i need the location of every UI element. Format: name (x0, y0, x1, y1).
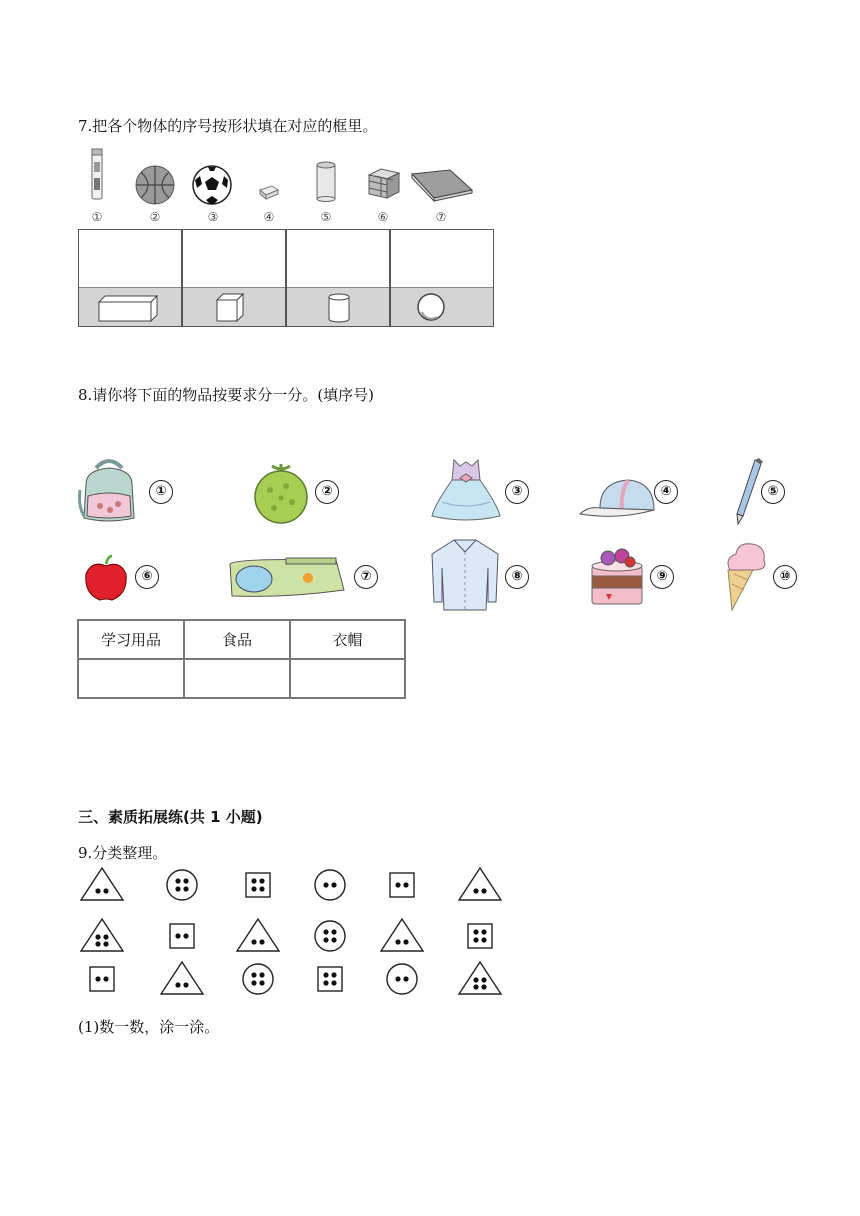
circle-4-dots-icon (243, 964, 273, 994)
triangle-4-dots-icon (459, 962, 501, 994)
header-study-supplies: 学习用品 (78, 620, 184, 659)
rubiks-cube-icon (366, 166, 402, 204)
answer-cell-clothing[interactable] (290, 659, 405, 698)
cylinder-jar-icon (314, 160, 338, 206)
pencil-case-icon (226, 554, 348, 604)
cap-icon (578, 476, 658, 526)
item-number: ① (149, 480, 173, 504)
item-number: ⑤ (761, 480, 785, 504)
square-2-dots-icon (390, 873, 414, 897)
ice-cream-icon (724, 540, 768, 616)
apple-icon (82, 554, 130, 606)
basketball-icon (134, 164, 176, 210)
square-2-dots-icon (170, 924, 194, 948)
object-number: ④ (263, 210, 275, 224)
triangle-2-dots-icon (161, 962, 203, 994)
soccer-ball-icon (190, 164, 234, 210)
square-2-dots-icon (90, 967, 114, 991)
object-number: ⑦ (435, 210, 447, 224)
q7-title: 7.把各个物体的序号按形状填在对应的框里。 (78, 117, 378, 135)
square-4-dots-icon (318, 967, 342, 991)
item-number: ⑨ (650, 565, 674, 589)
q8-title: 8.请你将下面的物品按要求分一分。(填序号) (78, 386, 375, 404)
triangle-2-dots-icon (237, 919, 279, 951)
item-number: ④ (654, 480, 678, 504)
object-number: ① (91, 210, 103, 224)
object-number: ⑤ (320, 210, 332, 224)
object-number: ③ (207, 210, 219, 224)
answer-box-cylinder[interactable] (286, 229, 390, 327)
tube-icon (86, 148, 108, 204)
melon-icon (252, 460, 310, 528)
item-number: ② (315, 480, 339, 504)
object-number: ⑥ (377, 210, 389, 224)
shape-grid (78, 866, 518, 1002)
item-number: ⑥ (135, 565, 159, 589)
square-4-dots-icon (246, 873, 270, 897)
square-4-dots-icon (468, 924, 492, 948)
q9-sub1: (1)数一数，涂一涂。 (78, 1018, 220, 1036)
circle-2-dots-icon (387, 964, 417, 994)
section-title: 三、素质拓展练(共 1 小题) (78, 808, 263, 826)
circle-4-dots-icon (315, 921, 345, 951)
triangle-2-dots-icon (459, 868, 501, 900)
header-clothing: 衣帽 (290, 620, 405, 659)
triangle-2-dots-icon (381, 919, 423, 951)
answer-box-cube[interactable] (182, 229, 286, 327)
table-answer-row (78, 659, 405, 698)
book-icon (410, 168, 474, 206)
eraser-icon (258, 184, 280, 204)
q9-title: 9.分类整理。 (78, 844, 168, 862)
table-header-row (78, 620, 405, 659)
sphere-icon (391, 288, 495, 326)
circle-2-dots-icon (315, 870, 345, 900)
object-number: ② (149, 210, 161, 224)
item-number: ⑧ (505, 565, 529, 589)
backpack-icon (78, 456, 140, 528)
cuboid-icon (79, 288, 183, 326)
answer-box-cuboid[interactable] (78, 229, 182, 327)
item-number: ③ (505, 480, 529, 504)
answer-cell-food[interactable] (184, 659, 290, 698)
item-number: ⑩ (773, 565, 797, 589)
circle-4-dots-icon (167, 870, 197, 900)
triangle-2-dots-icon (81, 868, 123, 900)
answer-box-sphere[interactable] (390, 229, 494, 327)
item-number: ⑦ (354, 565, 378, 589)
dress-icon (430, 456, 502, 526)
cylinder-icon (287, 288, 391, 326)
header-food: 食品 (184, 620, 290, 659)
cube-icon (183, 288, 287, 326)
triangle-4-dots-icon (81, 919, 123, 951)
cake-icon (588, 542, 646, 612)
shirt-icon (430, 538, 500, 616)
answer-cell-study-supplies[interactable] (78, 659, 184, 698)
classification-table (77, 619, 406, 699)
